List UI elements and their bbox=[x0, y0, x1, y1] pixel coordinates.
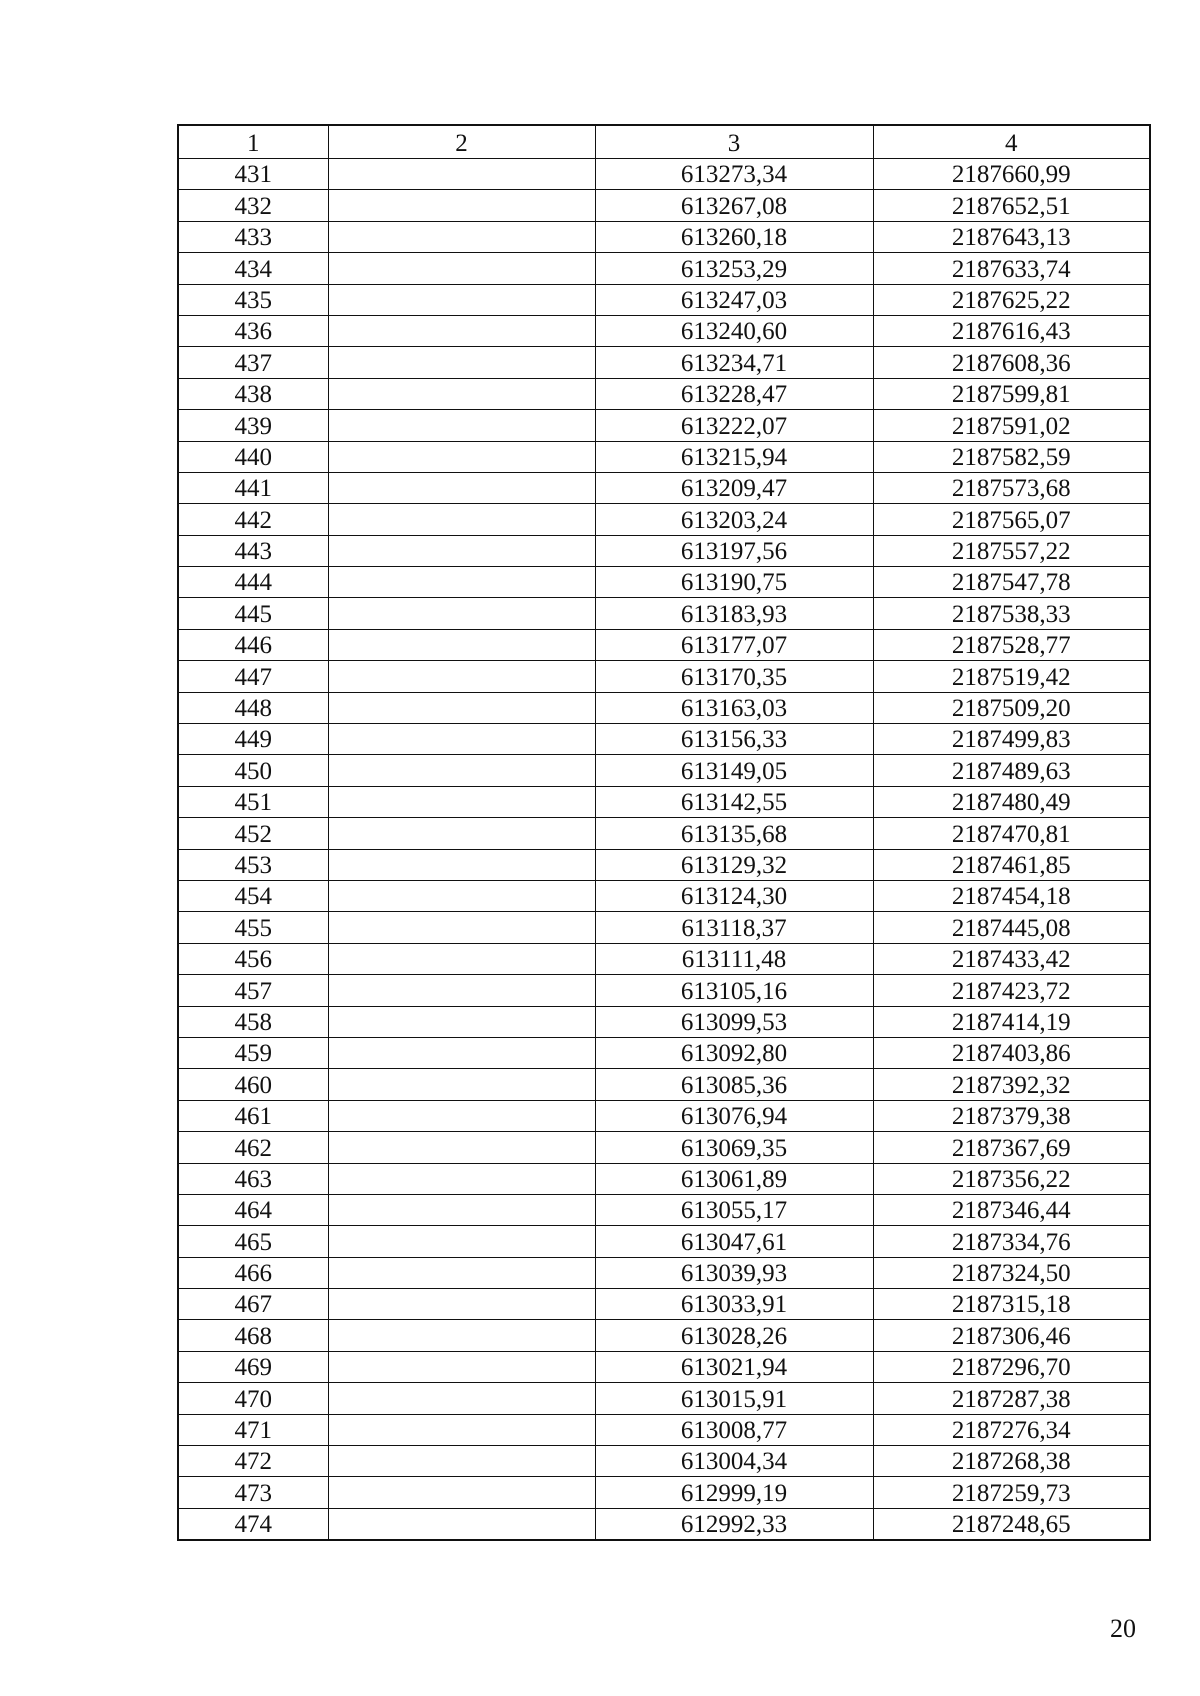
description-cell bbox=[328, 1508, 595, 1540]
table-row bbox=[178, 1320, 1150, 1351]
table-row bbox=[178, 1257, 1150, 1288]
column-header-2: 2 bbox=[328, 125, 595, 159]
point-number-cell: 467 bbox=[178, 1289, 328, 1320]
y-coordinate-cell: 2187287,38 bbox=[873, 1383, 1150, 1414]
point-number-cell: 454 bbox=[178, 880, 328, 911]
point-number-cell: 439 bbox=[178, 410, 328, 441]
table-row bbox=[178, 347, 1150, 378]
table-row bbox=[178, 159, 1150, 190]
table-row bbox=[178, 786, 1150, 817]
description-cell bbox=[328, 1006, 595, 1037]
x-coordinate-cell: 613129,32 bbox=[595, 849, 873, 880]
point-number-cell: 468 bbox=[178, 1320, 328, 1351]
description-cell bbox=[328, 975, 595, 1006]
table-row bbox=[178, 661, 1150, 692]
description-cell bbox=[328, 535, 595, 566]
description-cell bbox=[328, 1351, 595, 1382]
description-cell bbox=[328, 1289, 595, 1320]
x-coordinate-cell: 613099,53 bbox=[595, 1006, 873, 1037]
x-coordinate-cell: 613015,91 bbox=[595, 1383, 873, 1414]
description-cell bbox=[328, 1477, 595, 1508]
table-row bbox=[178, 1446, 1150, 1477]
y-coordinate-cell: 2187248,65 bbox=[873, 1508, 1150, 1540]
point-number-cell: 458 bbox=[178, 1006, 328, 1037]
point-number-cell: 443 bbox=[178, 535, 328, 566]
coordinates-table bbox=[177, 124, 1151, 1541]
point-number-cell: 470 bbox=[178, 1383, 328, 1414]
table-row bbox=[178, 629, 1150, 660]
point-number-cell: 447 bbox=[178, 661, 328, 692]
table-row bbox=[178, 1383, 1150, 1414]
table-row bbox=[178, 535, 1150, 566]
y-coordinate-cell: 2187268,38 bbox=[873, 1446, 1150, 1477]
table-row bbox=[178, 1194, 1150, 1225]
y-coordinate-cell: 2187315,18 bbox=[873, 1289, 1150, 1320]
description-cell bbox=[328, 724, 595, 755]
x-coordinate-cell: 613118,37 bbox=[595, 912, 873, 943]
description-cell bbox=[328, 504, 595, 535]
y-coordinate-cell: 2187296,70 bbox=[873, 1351, 1150, 1382]
point-number-cell: 459 bbox=[178, 1037, 328, 1068]
y-coordinate-cell: 2187276,34 bbox=[873, 1414, 1150, 1445]
point-number-cell: 438 bbox=[178, 378, 328, 409]
table-row bbox=[178, 912, 1150, 943]
table-row bbox=[178, 1289, 1150, 1320]
description-cell bbox=[328, 786, 595, 817]
point-number-cell: 445 bbox=[178, 598, 328, 629]
x-coordinate-cell: 613033,91 bbox=[595, 1289, 873, 1320]
point-number-cell: 453 bbox=[178, 849, 328, 880]
table-row bbox=[178, 567, 1150, 598]
x-coordinate-cell: 613190,75 bbox=[595, 567, 873, 598]
column-header-1: 1 bbox=[178, 125, 328, 159]
point-number-cell: 431 bbox=[178, 159, 328, 190]
y-coordinate-cell: 2187582,59 bbox=[873, 441, 1150, 472]
description-cell bbox=[328, 1194, 595, 1225]
x-coordinate-cell: 613055,17 bbox=[595, 1194, 873, 1225]
x-coordinate-cell: 613163,03 bbox=[595, 692, 873, 723]
y-coordinate-cell: 2187433,42 bbox=[873, 943, 1150, 974]
point-number-cell: 434 bbox=[178, 253, 328, 284]
y-coordinate-cell: 2187557,22 bbox=[873, 535, 1150, 566]
table-row bbox=[178, 849, 1150, 880]
point-number-cell: 456 bbox=[178, 943, 328, 974]
x-coordinate-cell: 613234,71 bbox=[595, 347, 873, 378]
point-number-cell: 463 bbox=[178, 1163, 328, 1194]
description-cell bbox=[328, 818, 595, 849]
y-coordinate-cell: 2187616,43 bbox=[873, 315, 1150, 346]
point-number-cell: 449 bbox=[178, 724, 328, 755]
y-coordinate-cell: 2187480,49 bbox=[873, 786, 1150, 817]
x-coordinate-cell: 613240,60 bbox=[595, 315, 873, 346]
y-coordinate-cell: 2187509,20 bbox=[873, 692, 1150, 723]
x-coordinate-cell: 612992,33 bbox=[595, 1508, 873, 1540]
description-cell bbox=[328, 880, 595, 911]
table-row bbox=[178, 1037, 1150, 1068]
y-coordinate-cell: 2187334,76 bbox=[873, 1226, 1150, 1257]
point-number-cell: 462 bbox=[178, 1132, 328, 1163]
x-coordinate-cell: 613267,08 bbox=[595, 190, 873, 221]
point-number-cell: 460 bbox=[178, 1069, 328, 1100]
point-number-cell: 452 bbox=[178, 818, 328, 849]
description-cell bbox=[328, 1383, 595, 1414]
x-coordinate-cell: 613092,80 bbox=[595, 1037, 873, 1068]
point-number-cell: 455 bbox=[178, 912, 328, 943]
x-coordinate-cell: 613260,18 bbox=[595, 221, 873, 252]
y-coordinate-cell: 2187538,33 bbox=[873, 598, 1150, 629]
y-coordinate-cell: 2187259,73 bbox=[873, 1477, 1150, 1508]
description-cell bbox=[328, 1037, 595, 1068]
point-number-cell: 472 bbox=[178, 1446, 328, 1477]
y-coordinate-cell: 2187445,08 bbox=[873, 912, 1150, 943]
point-number-cell: 440 bbox=[178, 441, 328, 472]
x-coordinate-cell: 613197,56 bbox=[595, 535, 873, 566]
point-number-cell: 464 bbox=[178, 1194, 328, 1225]
x-coordinate-cell: 612999,19 bbox=[595, 1477, 873, 1508]
x-coordinate-cell: 613061,89 bbox=[595, 1163, 873, 1194]
description-cell bbox=[328, 1414, 595, 1445]
description-cell bbox=[328, 472, 595, 503]
x-coordinate-cell: 613203,24 bbox=[595, 504, 873, 535]
description-cell bbox=[328, 755, 595, 786]
y-coordinate-cell: 2187454,18 bbox=[873, 880, 1150, 911]
x-coordinate-cell: 613177,07 bbox=[595, 629, 873, 660]
y-coordinate-cell: 2187489,63 bbox=[873, 755, 1150, 786]
x-coordinate-cell: 613085,36 bbox=[595, 1069, 873, 1100]
point-number-cell: 461 bbox=[178, 1100, 328, 1131]
point-number-cell: 437 bbox=[178, 347, 328, 378]
table-row bbox=[178, 724, 1150, 755]
point-number-cell: 435 bbox=[178, 284, 328, 315]
point-number-cell: 433 bbox=[178, 221, 328, 252]
table-row bbox=[178, 598, 1150, 629]
x-coordinate-cell: 613124,30 bbox=[595, 880, 873, 911]
point-number-cell: 432 bbox=[178, 190, 328, 221]
table-row bbox=[178, 253, 1150, 284]
table-row bbox=[178, 1163, 1150, 1194]
point-number-cell: 457 bbox=[178, 975, 328, 1006]
y-coordinate-cell: 2187461,85 bbox=[873, 849, 1150, 880]
y-coordinate-cell: 2187356,22 bbox=[873, 1163, 1150, 1194]
y-coordinate-cell: 2187528,77 bbox=[873, 629, 1150, 660]
y-coordinate-cell: 2187652,51 bbox=[873, 190, 1150, 221]
page-number: 20 bbox=[1110, 1614, 1136, 1643]
table-row bbox=[178, 221, 1150, 252]
point-number-cell: 474 bbox=[178, 1508, 328, 1540]
y-coordinate-cell: 2187547,78 bbox=[873, 567, 1150, 598]
x-coordinate-cell: 613111,48 bbox=[595, 943, 873, 974]
table-row bbox=[178, 1132, 1150, 1163]
coordinates-table-body bbox=[178, 125, 1150, 1540]
table-row bbox=[178, 755, 1150, 786]
y-coordinate-cell: 2187346,44 bbox=[873, 1194, 1150, 1225]
column-header-4: 4 bbox=[873, 125, 1150, 159]
y-coordinate-cell: 2187423,72 bbox=[873, 975, 1150, 1006]
y-coordinate-cell: 2187324,50 bbox=[873, 1257, 1150, 1288]
x-coordinate-cell: 613215,94 bbox=[595, 441, 873, 472]
y-coordinate-cell: 2187660,99 bbox=[873, 159, 1150, 190]
table-row bbox=[178, 284, 1150, 315]
x-coordinate-cell: 613039,93 bbox=[595, 1257, 873, 1288]
description-cell bbox=[328, 629, 595, 660]
table-row bbox=[178, 410, 1150, 441]
description-cell bbox=[328, 347, 595, 378]
description-cell bbox=[328, 1226, 595, 1257]
description-cell bbox=[328, 253, 595, 284]
x-coordinate-cell: 613135,68 bbox=[595, 818, 873, 849]
y-coordinate-cell: 2187306,46 bbox=[873, 1320, 1150, 1351]
table-row bbox=[178, 692, 1150, 723]
description-cell bbox=[328, 849, 595, 880]
point-number-cell: 448 bbox=[178, 692, 328, 723]
y-coordinate-cell: 2187392,32 bbox=[873, 1069, 1150, 1100]
description-cell bbox=[328, 284, 595, 315]
point-number-cell: 446 bbox=[178, 629, 328, 660]
table-row bbox=[178, 472, 1150, 503]
description-cell bbox=[328, 567, 595, 598]
y-coordinate-cell: 2187599,81 bbox=[873, 378, 1150, 409]
x-coordinate-cell: 613170,35 bbox=[595, 661, 873, 692]
x-coordinate-cell: 613076,94 bbox=[595, 1100, 873, 1131]
y-coordinate-cell: 2187403,86 bbox=[873, 1037, 1150, 1068]
y-coordinate-cell: 2187379,38 bbox=[873, 1100, 1150, 1131]
x-coordinate-cell: 613004,34 bbox=[595, 1446, 873, 1477]
y-coordinate-cell: 2187573,68 bbox=[873, 472, 1150, 503]
table-row bbox=[178, 504, 1150, 535]
y-coordinate-cell: 2187367,69 bbox=[873, 1132, 1150, 1163]
y-coordinate-cell: 2187643,13 bbox=[873, 221, 1150, 252]
table-row bbox=[178, 818, 1150, 849]
x-coordinate-cell: 613183,93 bbox=[595, 598, 873, 629]
description-cell bbox=[328, 190, 595, 221]
table-row bbox=[178, 315, 1150, 346]
description-cell bbox=[328, 315, 595, 346]
point-number-cell: 450 bbox=[178, 755, 328, 786]
table-row bbox=[178, 378, 1150, 409]
description-cell bbox=[328, 378, 595, 409]
table-row bbox=[178, 1069, 1150, 1100]
y-coordinate-cell: 2187633,74 bbox=[873, 253, 1150, 284]
y-coordinate-cell: 2187591,02 bbox=[873, 410, 1150, 441]
y-coordinate-cell: 2187414,19 bbox=[873, 1006, 1150, 1037]
x-coordinate-cell: 613142,55 bbox=[595, 786, 873, 817]
description-cell bbox=[328, 1132, 595, 1163]
table-row bbox=[178, 1477, 1150, 1508]
table-row bbox=[178, 1508, 1150, 1540]
x-coordinate-cell: 613021,94 bbox=[595, 1351, 873, 1382]
table-row bbox=[178, 1414, 1150, 1445]
table-row bbox=[178, 441, 1150, 472]
point-number-cell: 465 bbox=[178, 1226, 328, 1257]
point-number-cell: 471 bbox=[178, 1414, 328, 1445]
x-coordinate-cell: 613253,29 bbox=[595, 253, 873, 284]
point-number-cell: 436 bbox=[178, 315, 328, 346]
x-coordinate-cell: 613247,03 bbox=[595, 284, 873, 315]
point-number-cell: 451 bbox=[178, 786, 328, 817]
x-coordinate-cell: 613149,05 bbox=[595, 755, 873, 786]
x-coordinate-cell: 613069,35 bbox=[595, 1132, 873, 1163]
description-cell bbox=[328, 159, 595, 190]
description-cell bbox=[328, 1320, 595, 1351]
description-cell bbox=[328, 441, 595, 472]
x-coordinate-cell: 613273,34 bbox=[595, 159, 873, 190]
table-row bbox=[178, 1006, 1150, 1037]
y-coordinate-cell: 2187625,22 bbox=[873, 284, 1150, 315]
description-cell bbox=[328, 1069, 595, 1100]
header-row bbox=[178, 125, 1150, 159]
description-cell bbox=[328, 1446, 595, 1477]
table-row bbox=[178, 943, 1150, 974]
description-cell bbox=[328, 598, 595, 629]
y-coordinate-cell: 2187470,81 bbox=[873, 818, 1150, 849]
description-cell bbox=[328, 943, 595, 974]
x-coordinate-cell: 613222,07 bbox=[595, 410, 873, 441]
table-row bbox=[178, 880, 1150, 911]
description-cell bbox=[328, 661, 595, 692]
point-number-cell: 441 bbox=[178, 472, 328, 503]
table-row bbox=[178, 1226, 1150, 1257]
description-cell bbox=[328, 692, 595, 723]
point-number-cell: 469 bbox=[178, 1351, 328, 1382]
y-coordinate-cell: 2187565,07 bbox=[873, 504, 1150, 535]
y-coordinate-cell: 2187608,36 bbox=[873, 347, 1150, 378]
point-number-cell: 442 bbox=[178, 504, 328, 535]
x-coordinate-cell: 613028,26 bbox=[595, 1320, 873, 1351]
description-cell bbox=[328, 221, 595, 252]
table-row bbox=[178, 1351, 1150, 1382]
x-coordinate-cell: 613008,77 bbox=[595, 1414, 873, 1445]
description-cell bbox=[328, 1257, 595, 1288]
description-cell bbox=[328, 1100, 595, 1131]
description-cell bbox=[328, 912, 595, 943]
x-coordinate-cell: 613228,47 bbox=[595, 378, 873, 409]
y-coordinate-cell: 2187499,83 bbox=[873, 724, 1150, 755]
x-coordinate-cell: 613209,47 bbox=[595, 472, 873, 503]
x-coordinate-cell: 613156,33 bbox=[595, 724, 873, 755]
x-coordinate-cell: 613105,16 bbox=[595, 975, 873, 1006]
y-coordinate-cell: 2187519,42 bbox=[873, 661, 1150, 692]
description-cell bbox=[328, 410, 595, 441]
table-row bbox=[178, 190, 1150, 221]
point-number-cell: 444 bbox=[178, 567, 328, 598]
description-cell bbox=[328, 1163, 595, 1194]
point-number-cell: 466 bbox=[178, 1257, 328, 1288]
column-header-3: 3 bbox=[595, 125, 873, 159]
table-row bbox=[178, 975, 1150, 1006]
table-row bbox=[178, 1100, 1150, 1131]
x-coordinate-cell: 613047,61 bbox=[595, 1226, 873, 1257]
point-number-cell: 473 bbox=[178, 1477, 328, 1508]
